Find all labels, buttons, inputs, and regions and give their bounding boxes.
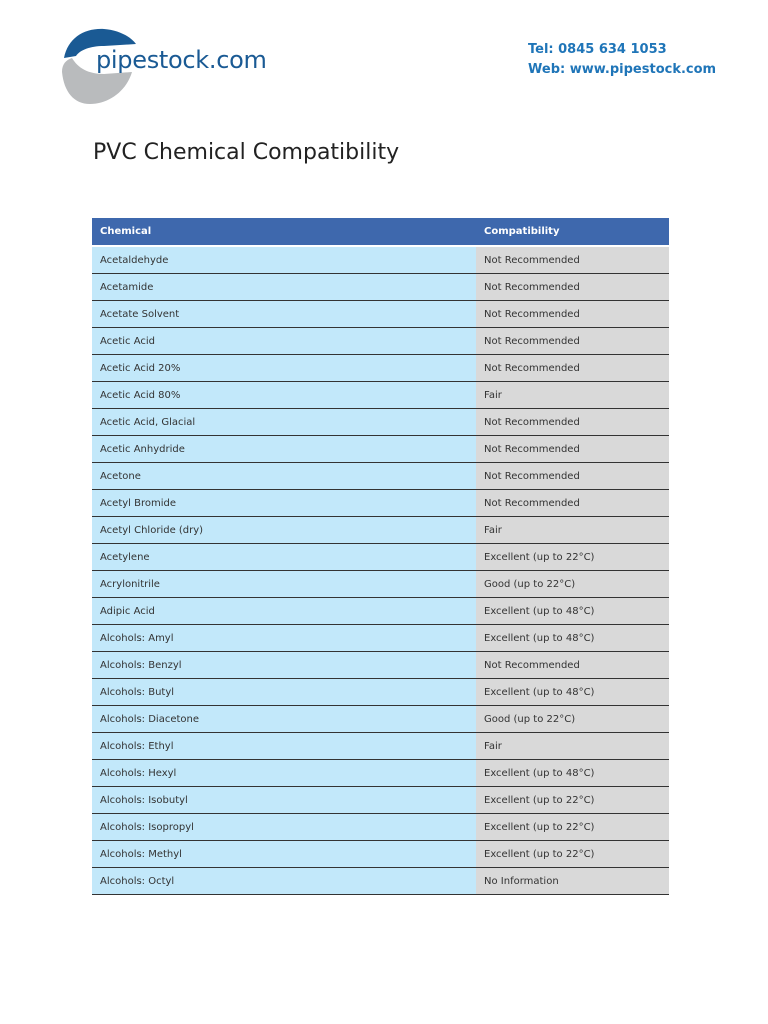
chemical-cell: Alcohols: Diacetone — [92, 706, 476, 733]
compatibility-cell: No Information — [476, 868, 669, 895]
table-row — [92, 436, 669, 463]
chemical-cell: Acetic Anhydride — [92, 436, 476, 463]
table-row — [92, 868, 669, 895]
table-row — [92, 733, 669, 760]
chemical-cell: Acetone — [92, 463, 476, 490]
compatibility-cell: Excellent (up to 22°C) — [476, 841, 669, 868]
table-header-row — [92, 218, 669, 246]
chemical-cell: Alcohols: Methyl — [92, 841, 476, 868]
compatibility-cell: Excellent (up to 48°C) — [476, 760, 669, 787]
chemical-cell: Acetic Acid, Glacial — [92, 409, 476, 436]
chemical-cell: Acetyl Chloride (dry) — [92, 517, 476, 544]
chemical-cell: Alcohols: Butyl — [92, 679, 476, 706]
compatibility-cell: Fair — [476, 733, 669, 760]
table-row — [92, 382, 669, 409]
table-row — [92, 463, 669, 490]
website-link[interactable]: Web: www.pipestock.com — [528, 62, 717, 77]
compatibility-cell: Not Recommended — [476, 328, 669, 355]
table-row — [92, 841, 669, 868]
table-row — [92, 679, 669, 706]
table-row — [92, 760, 669, 787]
table-row — [92, 544, 669, 571]
chemical-cell: Acetic Acid — [92, 328, 476, 355]
compatibility-cell: Not Recommended — [476, 246, 669, 274]
table-row — [92, 571, 669, 598]
compatibility-cell: Not Recommended — [476, 490, 669, 517]
phone-number: Tel: 0845 634 1053 — [528, 42, 667, 57]
compatibility-cell: Fair — [476, 382, 669, 409]
chemical-cell: Alcohols: Benzyl — [92, 652, 476, 679]
compatibility-cell: Not Recommended — [476, 652, 669, 679]
chemical-cell: Alcohols: Isopropyl — [92, 814, 476, 841]
table-row — [92, 787, 669, 814]
table-row — [92, 490, 669, 517]
logo-text: pipestock.com — [96, 46, 267, 74]
table-row — [92, 814, 669, 841]
chemical-cell: Acetic Acid 20% — [92, 355, 476, 382]
chemical-cell: Alcohols: Amyl — [92, 625, 476, 652]
table-row — [92, 625, 669, 652]
chemical-cell: Acetic Acid 80% — [92, 382, 476, 409]
compatibility-cell: Excellent (up to 48°C) — [476, 598, 669, 625]
chemical-cell: Alcohols: Ethyl — [92, 733, 476, 760]
compatibility-cell: Excellent (up to 22°C) — [476, 787, 669, 814]
chemical-cell: Adipic Acid — [92, 598, 476, 625]
table-body — [92, 246, 669, 895]
compatibility-table — [92, 218, 669, 895]
compatibility-cell: Excellent (up to 48°C) — [476, 679, 669, 706]
compatibility-cell: Not Recommended — [476, 436, 669, 463]
chemical-cell: Alcohols: Hexyl — [92, 760, 476, 787]
chemical-cell: Alcohols: Isobutyl — [92, 787, 476, 814]
table-row — [92, 246, 669, 274]
table-row — [92, 328, 669, 355]
table-row — [92, 517, 669, 544]
compatibility-cell: Excellent (up to 22°C) — [476, 814, 669, 841]
chemical-cell: Acetate Solvent — [92, 301, 476, 328]
table-row — [92, 409, 669, 436]
chemical-cell: Acrylonitrile — [92, 571, 476, 598]
chemical-cell: Acetyl Bromide — [92, 490, 476, 517]
pipestock-logo — [60, 28, 280, 108]
column-header-chemical: Chemical — [92, 218, 476, 246]
chemical-cell: Acetaldehyde — [92, 246, 476, 274]
table-row — [92, 652, 669, 679]
chemical-cell: Acetamide — [92, 274, 476, 301]
table-row — [92, 301, 669, 328]
compatibility-cell: Not Recommended — [476, 355, 669, 382]
column-header-compatibility: Compatibility — [476, 218, 669, 246]
chemical-cell: Alcohols: Octyl — [92, 868, 476, 895]
compatibility-cell: Not Recommended — [476, 409, 669, 436]
compatibility-cell: Excellent (up to 22°C) — [476, 544, 669, 571]
compatibility-cell: Good (up to 22°C) — [476, 706, 669, 733]
compatibility-cell: Excellent (up to 48°C) — [476, 625, 669, 652]
page-title: PVC Chemical Compatibility — [93, 140, 400, 165]
table-row — [92, 274, 669, 301]
compatibility-cell: Not Recommended — [476, 463, 669, 490]
chemical-cell: Acetylene — [92, 544, 476, 571]
compatibility-cell: Fair — [476, 517, 669, 544]
table-row — [92, 355, 669, 382]
contact-info — [528, 40, 716, 80]
compatibility-cell: Not Recommended — [476, 301, 669, 328]
compatibility-cell: Good (up to 22°C) — [476, 571, 669, 598]
table-row — [92, 598, 669, 625]
table-row — [92, 706, 669, 733]
compatibility-cell: Not Recommended — [476, 274, 669, 301]
